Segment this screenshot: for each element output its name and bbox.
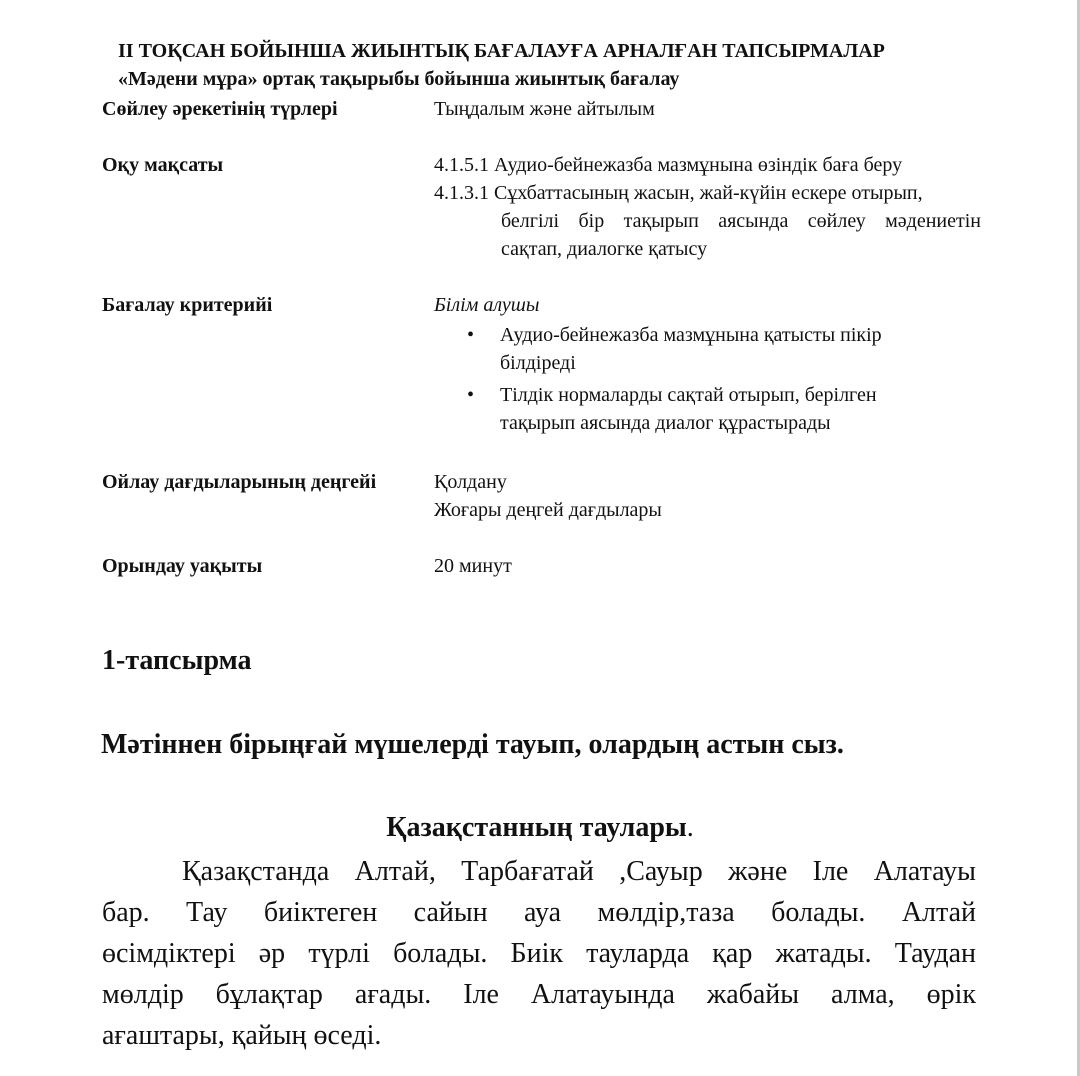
learning-goals-value (434, 151, 981, 263)
bullet-icon: • (467, 324, 475, 346)
execution-time-value: 20 минут (434, 555, 512, 577)
criteria-intro: Білім алушы (434, 294, 540, 316)
text-title-period: . (686, 812, 694, 843)
criteria-item-text: Тілдік нормаларды сақтай отырып, берілген тақырып аясында диалог құрастырады (500, 384, 877, 434)
learning-goal-2-continuation: белгілі бір тақырып аясында сөйлеу мәдениетін (501, 210, 981, 232)
text-line: мөлдір бұлақтар ағады. Іле Алатауында жабайы алма, өрік (102, 979, 976, 1010)
text-line: бар. Тау биіктеген сайын ауа мөлдір,таза болады. Алтай (102, 897, 976, 928)
text-line: Қазақстанда Алтай, Тарбағатай ,Сауыр және Іле Алатауы (182, 856, 976, 887)
execution-time-label: Орындау уақыты (102, 555, 263, 577)
criteria-item (434, 381, 920, 437)
criteria-item (434, 321, 920, 377)
text-title (0, 812, 1080, 844)
thinking-skills-label: Ойлау дағдыларының деңгейі (102, 471, 377, 493)
thinking-skill-1: Қолдану (434, 471, 507, 493)
text-line: өсімдіктері әр түрлі болады. Биік тауларда қар жатады. Таудан (102, 938, 976, 969)
bullet-icon: • (467, 384, 475, 406)
assessment-criteria-label: Бағалау критерийі (102, 294, 273, 316)
learning-goal-2-end: сақтап, диалогке қатысу (501, 238, 708, 260)
document-header (118, 37, 885, 93)
speech-types-value: Тыңдалым және айтылым (434, 98, 655, 120)
text-line: ағаштары, қайың өседі. (102, 1020, 382, 1051)
text-body (102, 851, 976, 1056)
thinking-skills-value (434, 468, 662, 524)
learning-goal-2: 4.1.3.1 Сұхбаттасының жасын, жай-күйін ескере отырып, (434, 182, 923, 204)
text-title-main: Қазақстанның таулары (386, 812, 687, 843)
learning-goal-1: 4.1.5.1 Аудио-бейнежазба мазмұнына өзіндік баға беру (434, 154, 903, 176)
assessment-criteria-value (434, 291, 920, 437)
learning-goals-label: Оқу мақсаты (102, 154, 224, 176)
criteria-list (434, 321, 920, 437)
header-title: II ТОҚСАН БОЙЫНША ЖИЫНТЫҚ БАҒАЛАУҒА АРНАЛҒАН ТАПСЫРМАЛАР (118, 40, 885, 62)
header-subtitle: «Мәдени мұра» ортақ тақырыбы бойынша жиынтық бағалау (118, 68, 680, 90)
speech-types-label: Сөйлеу әрекетінің түрлері (102, 98, 338, 120)
criteria-item-text: Аудио-бейнежазба мазмұнына қатысты пікір білдіреді (500, 324, 882, 374)
thinking-skill-2: Жоғары деңгей дағдылары (434, 499, 662, 521)
task-title: 1-тапсырма (102, 645, 252, 676)
task-instruction: Мәтіннен бірыңғай мүшелерді тауып, олардың астын сыз. (101, 729, 844, 760)
